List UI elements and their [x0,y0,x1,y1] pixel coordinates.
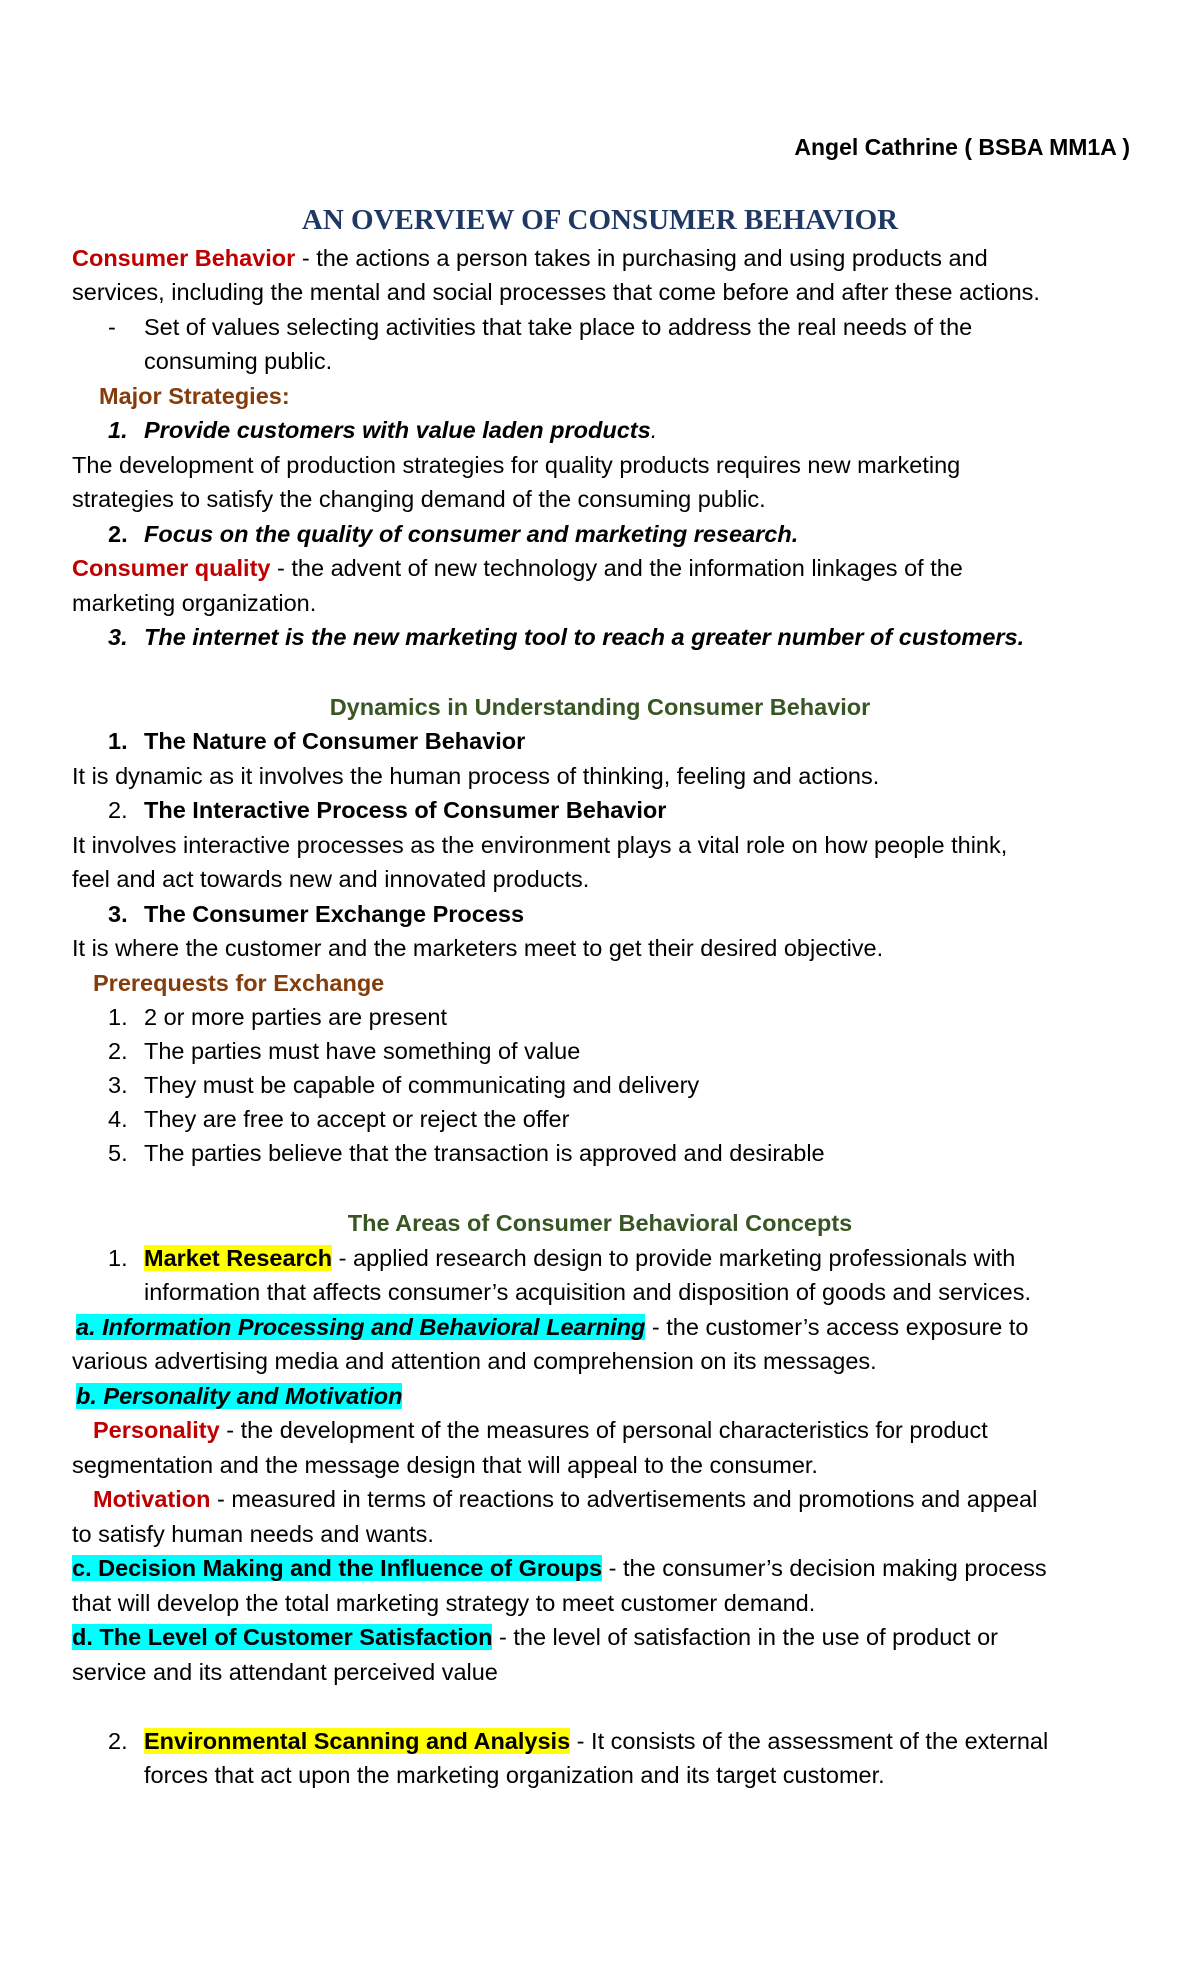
prerequest-4-number: 4. [108,1106,128,1132]
strategy-1 [144,416,657,444]
prerequest-1-number: 1. [108,1004,128,1030]
consumer-quality-def-line2: marketing organization. [72,590,317,616]
sub-c-term: c. Decision Making and the Influence of Groups [72,1555,603,1581]
dynamics-1-title: The Nature of Consumer Behavior [144,728,526,754]
dynamics-1-number: 1. [108,728,128,754]
dynamics-3-desc: It is where the customer and the marketers meet to get their desired objective. [72,935,884,961]
personality-line1 [93,1416,988,1444]
area-1-line2: information that affects consumer’s acquisition and disposition of goods and services. [144,1279,1031,1305]
consumer-behavior-def: - the actions a person takes in purchasing and using products and [295,245,988,271]
sub-c-line2: that will develop the total marketing strategy to meet customer demand. [72,1590,816,1616]
strategy-1-period: . [650,417,658,443]
dynamics-2-desc-line1: It involves interactive processes as the environment plays a vital role on how people think, [72,832,1008,858]
prerequest-4-text: They are free to accept or reject the offer [144,1106,570,1132]
personality-def: - the development of the measures of personal characteristics for product [219,1417,988,1443]
areas-heading: The Areas of Consumer Behavioral Concepts [347,1210,853,1236]
market-research-term: Market Research [144,1245,333,1271]
prerequest-2-text: The parties must have something of value [144,1038,581,1064]
strategy-2-text: Focus on the quality of consumer and marketing research. [144,521,799,547]
dynamics-1-desc: It is dynamic as it involves the human process of thinking, feeling and actions. [72,763,880,789]
area-2-line2: forces that act upon the marketing organization and its target customer. [144,1762,885,1788]
strategy-1-text: Provide customers with value laden products [144,417,651,443]
area-1-line1 [144,1244,1015,1272]
sub-a-line1 [76,1313,1029,1341]
personality-line2: segmentation and the message design that will appeal to the consumer. [72,1452,818,1478]
sub-a-line2: various advertising media and attention and comprehension on its messages. [72,1348,877,1374]
dynamics-3-number: 3. [108,901,128,927]
personality-term: Personality [93,1417,220,1443]
consumer-quality-def: - the advent of new technology and the information linkages of the [270,555,963,581]
dynamics-2-number: 2. [108,797,128,823]
author-name: Angel Cathrine ( BSBA MM1A ) [794,134,1130,160]
sub-d-line1 [72,1623,998,1651]
sub-a-term: a. Information Processing and Behavioral Learning [76,1314,646,1340]
sub-d-line2: service and its attendant perceived value [72,1659,498,1685]
sub-c-line1 [72,1554,1047,1582]
prerequest-3-number: 3. [108,1072,128,1098]
bullet-text-line1: Set of values selecting activities that take place to address the real needs of the [144,314,973,340]
dynamics-heading: Dynamics in Understanding Consumer Behavior [329,694,871,720]
prerequest-3-text: They must be capable of communicating and delivery [144,1072,700,1098]
strategy-1-desc-line2: strategies to satisfy the changing demand of the consuming public. [72,486,766,512]
strategy-3-text: The internet is the new marketing tool to reach a greater number of customers. [144,624,1025,650]
motivation-line1 [93,1485,1037,1513]
prerequest-1-text: 2 or more parties are present [144,1004,448,1030]
strategy-1-desc-line1: The development of production strategies for quality products requires new marketing [72,452,961,478]
market-research-def: - applied research design to provide marketing professionals with [332,1245,1016,1271]
prerequest-2-number: 2. [108,1038,128,1064]
strategy-1-number: 1. [108,417,128,443]
sub-b-term: b. Personality and Motivation [76,1383,403,1409]
strategy-2-number: 2. [108,521,128,547]
dynamics-2-desc-line2: feel and act towards new and innovated products. [72,866,590,892]
page-title: AN OVERVIEW OF CONSUMER BEHAVIOR [301,204,899,236]
prerequests-heading: Prerequests for Exchange [93,970,385,996]
dynamics-3-title: The Consumer Exchange Process [144,901,525,927]
consumer-behavior-def-line2: services, including the mental and social processes that come before and after these actions. [72,279,1040,305]
area-1-number: 1. [108,1245,128,1271]
sub-b-line [76,1382,402,1410]
environmental-scanning-term: Environmental Scanning and Analysis [144,1728,571,1754]
dynamics-2-title: The Interactive Process of Consumer Behavior [144,797,667,823]
sub-d-def: - the level of satisfaction in the use of product or [492,1624,998,1650]
area-2-line1 [144,1727,1048,1755]
dash-bullet-icon: - [108,314,116,340]
strategy-3-number: 3. [108,624,128,650]
environmental-scanning-def: - It consists of the assessment of the external [570,1728,1049,1754]
prerequest-5-number: 5. [108,1140,128,1166]
consumer-behavior-term: Consumer Behavior [72,245,296,271]
bullet-text-line2: consuming public. [144,348,333,374]
consumer-behavior-def-line1 [72,244,988,272]
motivation-line2: to satisfy human needs and wants. [72,1521,434,1547]
sub-c-def: - the consumer’s decision making process [602,1555,1047,1581]
consumer-quality-term: Consumer quality [72,555,271,581]
motivation-term: Motivation [93,1486,211,1512]
motivation-def: - measured in terms of reactions to advertisements and promotions and appeal [210,1486,1038,1512]
consumer-quality-def-line1 [72,554,963,582]
major-strategies-heading: Major Strategies: [99,383,290,409]
sub-d-term: d. The Level of Customer Satisfaction [72,1624,493,1650]
prerequest-5-text: The parties believe that the transaction is approved and desirable [144,1140,825,1166]
sub-a-def: - the customer’s access exposure to [645,1314,1029,1340]
area-2-number: 2. [108,1728,128,1754]
